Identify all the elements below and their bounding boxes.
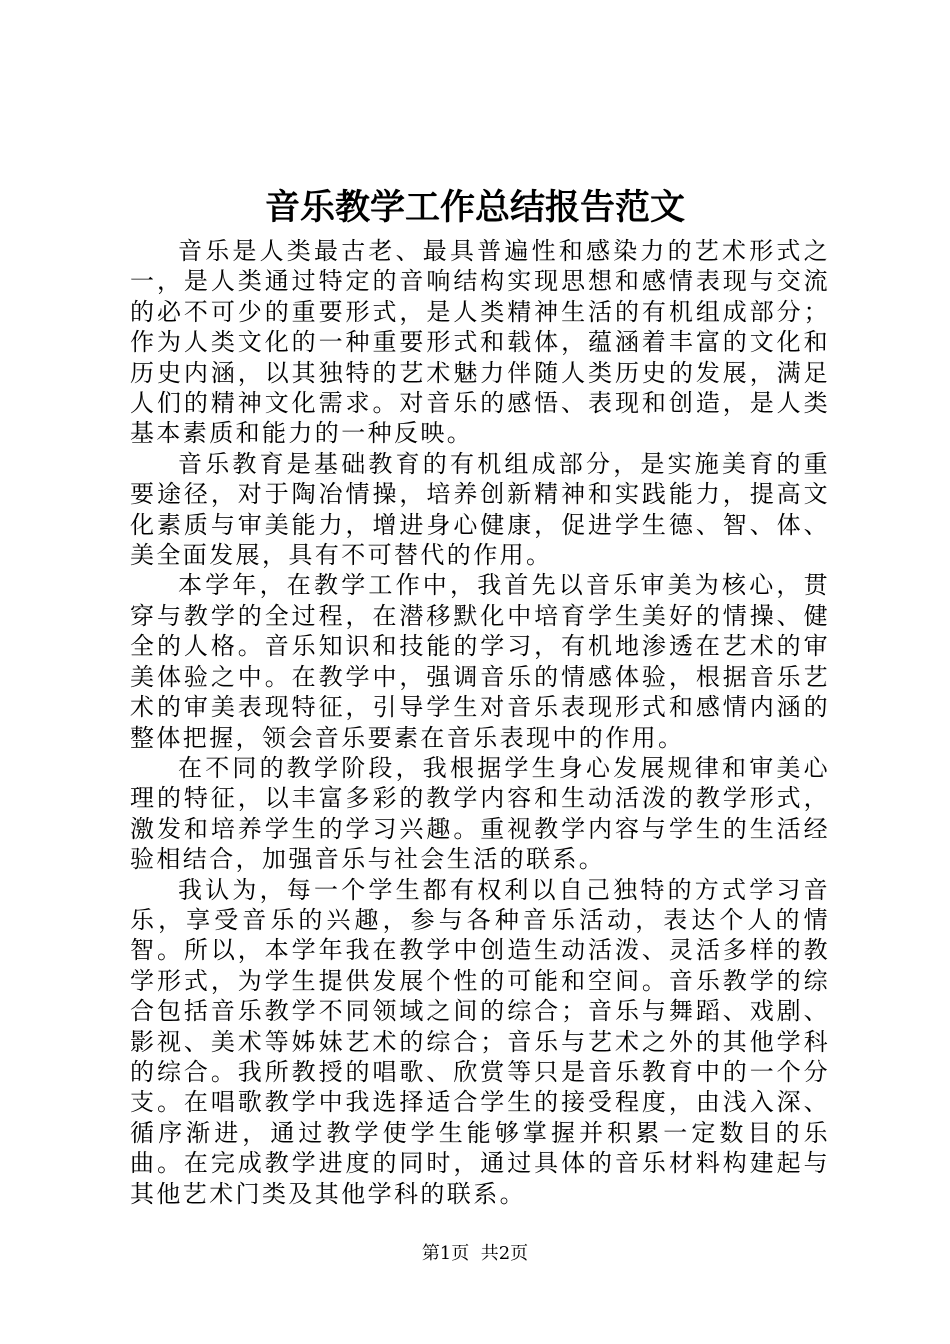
document-title: 音乐教学工作总结报告范文 [264,187,685,228]
page-number: 第1页 [421,1243,470,1264]
document-body [130,236,830,1209]
page-total: 共2页 [480,1243,529,1264]
paragraph-2: 音乐教育是基础教育的有机组成部分，是实施美育的重要途径，对于陶冶情操，培养创新精神和实践能力，提高文化素质与审美能力，增进身心健康，促进学生德、智、体、美全面发展，具有不可替代的作用。 [130,449,830,570]
paragraph-3: 本学年，在教学工作中，我首先以音乐审美为核心，贯穿与教学的全过程，在潜移默化中培育学生美好的情操、健全的人格。音乐知识和技能的学习，有机地渗透在艺术的审美体验之中。在教学中，强调音乐的情感体验，根据音乐艺术的审美表现特征，引导学生对音乐表现形式和感情内涵的整体把握，领会音乐要素在音乐表现中的作用。 [130,571,830,752]
paragraph-4: 在不同的教学阶段，我根据学生身心发展规律和审美心理的特征，以丰富多彩的教学内容和生动活泼的教学形式，激发和培养学生的学习兴趣。重视教学内容与学生的生活经验相结合，加强音乐与社会生活的联系。 [130,753,830,874]
page-footer [0,1242,950,1266]
paragraph-1: 音乐是人类最古老、最具普遍性和感染力的艺术形式之一，是人类通过特定的音响结构实现思想和感情表现与交流的必不可少的重要形式，是人类精神生活的有机组成部分；作为人类文化的一种重要形式和载体，蕴涵着丰富的文化和历史内涵，以其独特的艺术魅力伴随人类历史的发展，满足人们的精神文化需求。对音乐的感悟、表现和创造，是人类基本素质和能力的一种反映。 [130,237,830,448]
paragraph-5: 我认为，每一个学生都有权利以自己独特的方式学习音乐，享受音乐的兴趣，参与各种音乐活动，表达个人的情智。所以，本学年我在教学中创造生动活泼、灵活多样的教学形式，为学生提供发展个性的可能和空间。音乐教学的综合包括音乐教学不同领域之间的综合；音乐与舞蹈、戏剧、影视、美术等姊妹艺术的综合；音乐与艺术之外的其他学科的综合。我所教授的唱歌、欣赏等只是音乐教育中的一个分支。在唱歌教学中我选择适合学生的接受程度，由浅入深、循序渐进，通过教学使学生能够掌握并积累一定数目的乐曲。在完成教学进度的同时，通过具体的音乐材料构建起与其他艺术门类及其他学科的联系。 [130,875,830,1208]
